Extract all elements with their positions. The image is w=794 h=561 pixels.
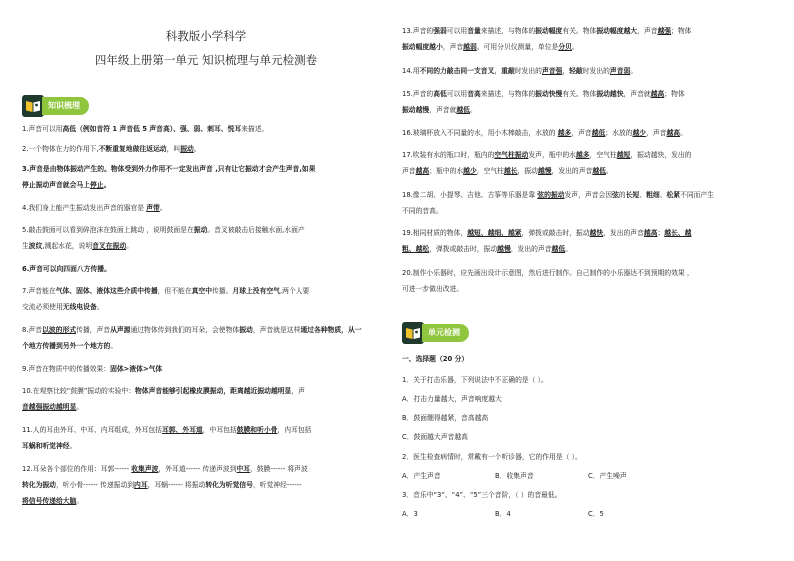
text-segment: ，发出的声音 — [551, 167, 593, 175]
text-segment: 。 — [680, 129, 687, 137]
text-segment: ，鼓膜------ 将声波 — [250, 465, 308, 473]
text-segment: 8.声音 — [22, 326, 43, 334]
text-segment: 。 — [571, 43, 579, 51]
text-segment: 越长、越 — [664, 229, 692, 237]
text-segment: 。 — [565, 245, 572, 253]
text-line — [402, 376, 548, 385]
text-segment: 越多 — [557, 129, 572, 137]
text-segment: ，弹拨或敲击时，振动 — [521, 229, 590, 237]
text-segment: 交流必须使用 — [22, 303, 63, 311]
text-line — [22, 342, 117, 351]
text-segment: ，发出的声音 — [603, 229, 644, 237]
text-line — [22, 125, 268, 134]
text-line — [402, 151, 691, 160]
text-segment: 来描述，与物体的 — [480, 90, 536, 98]
text-line — [22, 365, 162, 374]
text-line — [22, 326, 362, 335]
text-line — [22, 387, 305, 396]
text-line — [402, 453, 582, 462]
text-segment: 来描述。 — [241, 125, 269, 133]
text-segment: 鼓膜和听小骨 — [236, 426, 278, 434]
subject-title: 科教版小学科学 — [165, 29, 247, 43]
text-segment: 可以用 — [446, 90, 468, 98]
text-segment: 声音强 — [541, 67, 563, 75]
option-choice: A．产生声音 — [402, 472, 441, 480]
text-segment: 波纹 — [28, 242, 43, 250]
text-segment: 时发出的 — [514, 67, 542, 75]
text-segment: 时发出的 — [582, 67, 610, 75]
text-line — [22, 265, 111, 274]
text-line — [402, 207, 443, 216]
text-segment: ，声音 — [646, 129, 667, 137]
text-segment: 、 — [659, 191, 667, 199]
text-segment: 越多 — [575, 151, 590, 159]
text-line — [22, 403, 83, 412]
text-segment: 越长 — [503, 167, 518, 175]
text-line — [402, 433, 468, 442]
text-segment: 。 — [103, 181, 111, 189]
text-segment: 。音叉被敲击后接触水面,水面产 — [207, 226, 305, 234]
text-segment: 14.用 — [402, 67, 420, 75]
text-segment: 18.像二胡、小提琴、吉他、古筝等乐器是靠 — [402, 191, 538, 199]
text-segment: 越弱 — [463, 43, 477, 51]
text-segment: 振动幅度 — [535, 27, 563, 35]
text-segment: 振动越慢 — [402, 106, 430, 114]
text-line — [402, 27, 691, 36]
text-segment: A．打击力量越大，声音响度越大 — [402, 395, 502, 403]
text-segment: 3.声音是由物体振动产生的。物体受到外力作用不一定发出声音 ,只有让它振动才会产生声音,如果 — [22, 165, 316, 173]
text-segment: 15.声音的 — [402, 90, 434, 98]
text-segment: 松紧 — [666, 191, 681, 199]
text-line — [402, 43, 579, 52]
text-segment: 不同的力敲击同一支音叉 — [419, 67, 495, 75]
text-segment: 19.相同材质的物体， — [402, 229, 468, 237]
text-line — [22, 165, 316, 174]
text-segment: 9.声音在物质中的传播效果： — [22, 365, 111, 373]
text-segment: ，声音就 — [623, 90, 651, 98]
section-label: 单元检测 — [422, 324, 469, 342]
text-segment: 音量 — [467, 27, 481, 35]
text-segment: 越慢 — [537, 167, 552, 175]
text-line — [22, 303, 104, 312]
text-segment: 。 — [76, 403, 84, 411]
text-segment: ；物体 — [671, 27, 692, 35]
text-segment: 重敲 — [501, 67, 515, 75]
text-line — [402, 414, 488, 423]
text-segment: 耳郭、外耳道 — [161, 426, 203, 434]
test-part-heading: 一、选择题（20 分） — [402, 355, 469, 363]
section-badge-knowledge — [22, 95, 89, 117]
text-segment: 17.吹装有水的瓶口时，瓶内的 — [402, 151, 495, 159]
text-line — [22, 242, 133, 251]
text-segment: 通过物体传到我们的耳朵，会使物体 — [130, 326, 240, 334]
text-segment: 。 — [126, 242, 133, 250]
text-segment: 气体、固体、液体这些介质中传播 — [55, 287, 158, 295]
text-segment: 20.制作小乐器时，应先画出设计示意图，然后进行制作。自己制作的小乐器达不到预期的效果 ， — [402, 269, 694, 277]
text-line — [402, 269, 694, 278]
text-line — [402, 90, 685, 99]
text-segment: ，空气柱 — [589, 151, 617, 159]
text-segment: 10.在观察比较“鼓膜”振动的实验中： — [22, 387, 136, 395]
text-segment: ，中耳包括 — [202, 426, 237, 434]
text-segment: 不同而产生 — [680, 191, 715, 199]
text-segment: 。可用分贝仪测量，单位是 — [476, 43, 559, 51]
text-segment: 高低 — [433, 90, 447, 98]
text-segment: 越短 — [616, 151, 631, 159]
text-segment: ，声音 — [637, 27, 658, 35]
text-segment: 不断重复地做往返运动 — [98, 145, 167, 153]
text-segment: 振动 — [180, 145, 194, 153]
text-segment: 弦 — [612, 191, 619, 199]
text-segment: 越低 — [592, 167, 606, 175]
text-segment: 停止振动声音就会马上 — [22, 181, 90, 189]
text-segment: 内耳 — [134, 481, 148, 489]
text-segment: ，声音就是这样 — [252, 326, 301, 334]
text-line — [402, 129, 687, 138]
text-segment: 中耳 — [236, 465, 251, 473]
text-segment: ，内耳包括 — [277, 426, 312, 434]
text-segment: 空气柱振动 — [494, 151, 529, 159]
text-segment: 粗细 — [646, 191, 660, 199]
text-segment: 1．关于打击乐器，下列说法中不正确的是（ ）。 — [402, 376, 548, 384]
text-segment: 强弱 — [433, 27, 447, 35]
option-choice: C．产生噪声 — [588, 472, 627, 480]
text-segment: 音叉在振动 — [92, 242, 127, 250]
text-segment: 振动 — [239, 326, 253, 334]
text-segment: 声带 — [146, 204, 160, 212]
text-segment: 2．医生检查病情时，常戴有一个听诊器，它的作用是（ ）。 — [402, 453, 582, 461]
text-segment: 越少 — [632, 129, 647, 137]
option-choice: B．4 — [495, 510, 511, 518]
text-segment: 不同的音高。 — [402, 207, 443, 215]
text-segment: ，声音 — [571, 129, 592, 137]
text-segment: 6.声音可以向四面八方传播。 — [22, 265, 111, 273]
text-segment: 的 — [618, 191, 626, 199]
text-segment: 有关。物体 — [562, 27, 597, 35]
text-segment: ，听小骨------ 传递振动到 — [55, 481, 135, 489]
text-segment: 传播，声音 — [76, 326, 111, 334]
text-segment: 长短 — [625, 191, 640, 199]
text-segment: 音越强振动越明显 — [22, 403, 77, 411]
text-segment: 来描述，与物体的 — [480, 27, 536, 35]
text-segment: 分贝 — [558, 43, 572, 51]
text-segment: 越快 — [589, 229, 604, 237]
text-segment: 。 — [159, 204, 167, 212]
page-title: 四年级上册第一单元 知识梳理与单元检测卷 — [94, 53, 318, 67]
text-segment: 越高 — [666, 129, 681, 137]
text-segment: 越低 — [591, 129, 606, 137]
section-label: 知识梳理 — [42, 97, 89, 115]
text-segment: 。 — [630, 67, 638, 75]
text-segment: 振动越快 — [596, 90, 624, 98]
text-segment: ,两个人要 — [279, 287, 310, 295]
text-segment: ，振动 — [517, 167, 538, 175]
text-segment: 、 — [639, 191, 647, 199]
text-segment: 以波的形式 — [42, 326, 77, 334]
text-segment: 声音 — [402, 167, 416, 175]
text-segment: 通过各种物质，从一 — [300, 326, 362, 334]
text-segment: ；物体 — [664, 90, 685, 98]
text-line — [22, 426, 311, 435]
text-segment: 振动幅度越小 — [402, 43, 443, 51]
text-segment: 5.敲击鼓面可以看到碎泡沫在鼓面上跳动 ，说明鼓面是在 — [22, 226, 194, 234]
text-segment: 收集声波 — [131, 465, 159, 473]
text-segment: 12.耳朵各个部位的作用：耳郭------ — [22, 465, 132, 473]
text-segment: ；瓶中的水 — [429, 167, 464, 175]
text-segment: 个地方传播到另外一个地方的 — [22, 342, 111, 350]
text-segment: ，弹拨或敲击时，振动 — [429, 245, 498, 253]
option-choice: C．5 — [588, 510, 604, 518]
text-line — [22, 204, 167, 213]
text-segment: 轻敲 — [569, 67, 583, 75]
text-line — [402, 67, 637, 76]
text-segment: 转化为听觉信号 — [205, 481, 253, 489]
text-line — [22, 226, 305, 235]
text-segment: ，外耳道------ 传递声波到 — [158, 465, 237, 473]
text-segment: 越短、越细、越紧 — [467, 229, 522, 237]
text-segment: 。 — [69, 442, 77, 450]
text-line — [402, 491, 562, 500]
text-line — [402, 191, 714, 200]
text-segment: B．鼓面绷得越紧，音高越高 — [402, 414, 489, 422]
text-segment: 停止 — [89, 181, 104, 189]
text-segment: ，耳蜗------ 将振动 — [147, 481, 206, 489]
text-segment: ,溅起水花，说明 — [42, 242, 93, 250]
text-line — [402, 229, 691, 238]
text-line — [22, 287, 309, 296]
text-segment: 弦的振动 — [537, 191, 565, 199]
book-icon — [402, 322, 424, 344]
text-segment: 真空中 — [191, 287, 213, 295]
text-segment: 振动 — [193, 226, 208, 234]
text-segment: ，声音 — [442, 43, 464, 51]
text-line — [22, 465, 308, 474]
text-segment: ，声 — [291, 387, 305, 395]
text-segment: 越高 — [643, 229, 658, 237]
text-segment: 1.声音可以用 — [22, 125, 63, 133]
text-segment: 13.声音的 — [402, 27, 434, 35]
text-segment: 可以用 — [446, 27, 468, 35]
text-segment: 4.我们身上能产生振动发出声音的器官是 — [22, 204, 147, 212]
text-segment: 。 — [96, 303, 104, 311]
text-segment: 振动快慢 — [535, 90, 563, 98]
text-segment: C．鼓面越大声音越高 — [402, 433, 468, 441]
text-segment: 从声源 — [110, 326, 131, 334]
text-segment: 。 — [605, 167, 613, 175]
text-line — [22, 497, 83, 506]
text-segment: 传播。 — [212, 287, 233, 295]
text-segment: 2.一个物体在力的作用下, — [22, 145, 99, 153]
text-line — [402, 167, 613, 176]
text-segment: ，叫 — [166, 145, 181, 153]
text-segment: ；水放的 — [605, 129, 633, 137]
text-segment: 无线电设备 — [62, 303, 97, 311]
text-segment: 越高 — [650, 90, 665, 98]
book-icon — [22, 95, 44, 117]
text-segment: 月球上没有空气 — [232, 287, 280, 295]
text-segment: 振动幅度越大 — [596, 27, 638, 35]
text-segment: 3．音乐中“3”、“4”、“5”三个音阶，（ ）的音最低。 — [402, 491, 562, 499]
text-segment: 音高 — [467, 90, 481, 98]
text-segment: 声音弱 — [609, 67, 631, 75]
text-line — [22, 181, 110, 190]
text-segment: 发声，声音会因 — [564, 191, 613, 199]
text-line — [402, 395, 502, 404]
text-line — [22, 442, 76, 451]
text-segment: 越少 — [463, 167, 477, 175]
text-segment: ，发出的声音 — [510, 245, 552, 253]
option-choice: B．收集声音 — [495, 472, 534, 480]
text-segment: 11.人的耳由外耳、中耳、内耳组成，外耳包括 — [22, 426, 162, 434]
text-line — [402, 245, 572, 254]
text-segment: 高低（例如音符 1 声音低 5 声音高）、强、弱、刺耳、悦耳 — [62, 125, 242, 133]
text-segment: ，空气柱 — [476, 167, 504, 175]
text-segment: 越慢 — [497, 245, 511, 253]
text-segment: 。 — [110, 342, 118, 350]
text-segment: 粗、越松 — [402, 245, 430, 253]
text-segment: ； — [657, 229, 665, 237]
text-segment: 固体>液体>气体 — [110, 365, 163, 373]
text-segment: ， — [494, 67, 502, 75]
text-segment: 物体声音能够引起橡皮膜振动，距离越近振动越明显 — [135, 387, 292, 395]
text-segment: 越低 — [551, 245, 566, 253]
text-segment: 。 — [193, 145, 201, 153]
text-segment: 越强 — [657, 27, 672, 35]
section-badge-test — [402, 322, 469, 344]
option-choice: A．3 — [402, 510, 418, 518]
text-segment: 。 — [469, 106, 477, 114]
text-segment: ，振动越快，发出的 — [630, 151, 692, 159]
text-segment: 转化为振动 — [22, 481, 56, 489]
text-line — [402, 106, 477, 115]
text-segment: 7.声音能在 — [22, 287, 56, 295]
text-line — [402, 285, 463, 294]
text-segment: 发声，瓶中的水 — [528, 151, 576, 159]
text-segment: 越高 — [415, 167, 430, 175]
text-segment: 耳蜗和听觉神经 — [22, 442, 70, 450]
text-segment: 可进一步做出改进。 — [402, 285, 464, 293]
text-segment: ，声音就 — [429, 106, 457, 114]
text-segment: 有关。物体 — [562, 90, 597, 98]
text-line — [22, 481, 302, 490]
text-segment: 。 — [76, 497, 84, 505]
text-segment: 16.玻璃杯放入不同量的水，用小木棒敲击，水放的 — [402, 129, 558, 137]
text-segment: 越低 — [456, 106, 470, 114]
text-segment: ，听觉神经------ — [252, 481, 302, 489]
text-line — [22, 145, 201, 154]
text-segment: 生 — [22, 242, 29, 250]
text-segment: ， — [562, 67, 570, 75]
text-segment: ，但不能在 — [157, 287, 192, 295]
text-segment: 将信号传递给大脑 — [22, 497, 77, 505]
